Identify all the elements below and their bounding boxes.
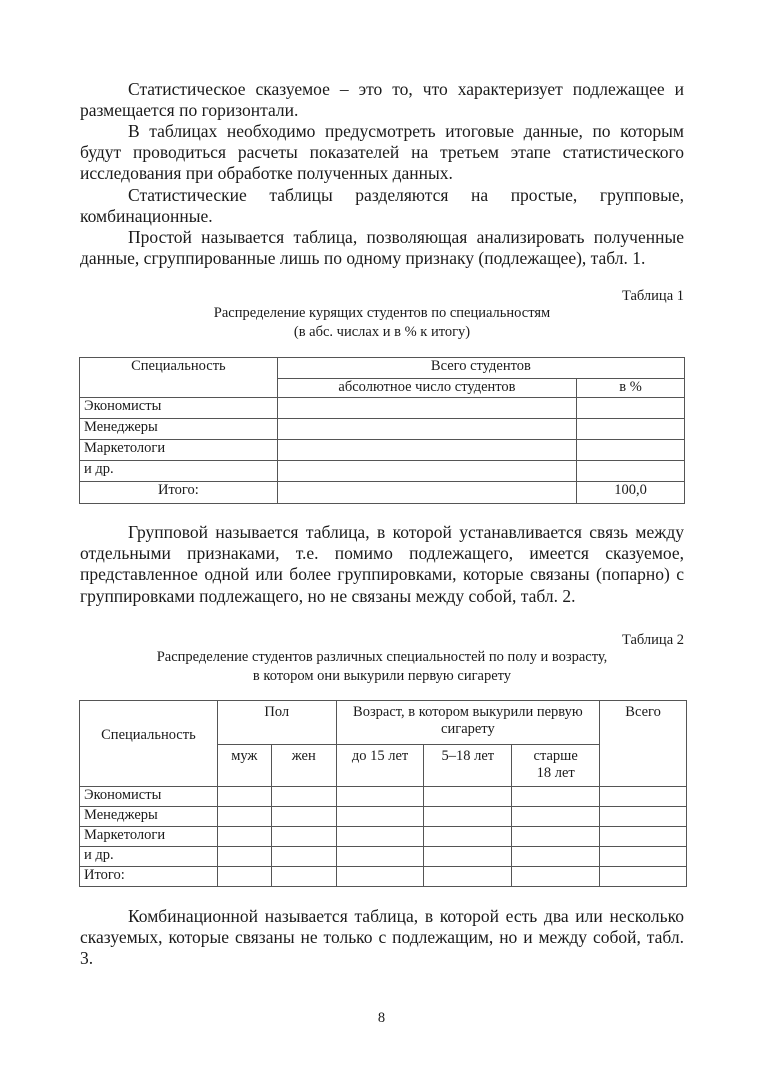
table2-cell: [336, 847, 424, 867]
table2-cell: [512, 827, 600, 847]
table2-cell: [512, 787, 600, 807]
table2-cell: [600, 867, 687, 887]
table1-total-abs: [277, 482, 576, 504]
table2-cell: [217, 847, 271, 867]
table1-title-line2: (в абс. числах и в % к итогу): [293, 323, 471, 340]
table2-header-age-15-18: 5–18 лет: [424, 745, 512, 787]
table2-number: Таблица 2: [621, 632, 684, 648]
table1-header-total-students: Всего студентов: [277, 358, 684, 379]
table1-cell-pct: [577, 398, 685, 419]
table2: [79, 700, 687, 887]
table1-header-absolute: абсолютное число студентов: [277, 379, 576, 398]
table2-header-sex: Пол: [217, 701, 336, 745]
table2-cell: [424, 807, 512, 827]
table2-cell: [600, 787, 687, 807]
table2-row-label: Маркетологи: [80, 827, 218, 847]
table1-cell-abs: [277, 419, 576, 440]
table-row: [80, 787, 687, 807]
table2-cell: [424, 867, 512, 887]
table2-cell: [336, 807, 424, 827]
table-row: [80, 461, 685, 482]
table2-row-label: Экономисты: [80, 787, 218, 807]
table2-cell: [217, 807, 271, 827]
table-row: [80, 827, 687, 847]
table1-cell-pct: [577, 440, 685, 461]
table2-header-specialty: Специальность: [80, 701, 218, 787]
table2-header-male: муж: [217, 745, 271, 787]
paragraph-totals: В таблицах необходимо предусмотреть итоговые данные, по которым будут проводиться расчеты показателей на третьем этапе статистического исследования при обработке полученных данных.: [80, 121, 684, 184]
table2-total-row: [80, 867, 687, 887]
table2-cell: [336, 867, 424, 887]
table-row: [80, 398, 685, 419]
table1-row-label: Экономисты: [80, 398, 278, 419]
table2-cell: [271, 847, 336, 867]
table2-cell: [512, 867, 600, 887]
table-row: [80, 419, 685, 440]
table1-cell-abs: [277, 461, 576, 482]
table2-title-line1: Распределение студентов различных специальностей по полу и возрасту,: [156, 649, 608, 665]
table2-cell: [271, 827, 336, 847]
table2-cell: [217, 867, 271, 887]
table2-cell: [271, 807, 336, 827]
table2-cell: [217, 827, 271, 847]
table1-row-label: и др.: [80, 461, 278, 482]
table1: [79, 357, 685, 504]
table2-cell: [424, 847, 512, 867]
table2-row-label: и др.: [80, 847, 218, 867]
table2-cell: [512, 847, 600, 867]
table1-cell-pct: [577, 419, 685, 440]
table2-title: [79, 648, 685, 685]
table-row: [80, 807, 687, 827]
table2-title-line2: в котором они выкурили первую сигарету: [252, 667, 512, 684]
paragraph-table-types: Статистические таблицы разделяются на простые, групповые, комбинационные.: [80, 185, 684, 227]
page-number: 8: [377, 1010, 386, 1026]
table2-cell: [271, 787, 336, 807]
table2-cell: [600, 827, 687, 847]
table1-header-specialty: Специальность: [80, 358, 278, 398]
table2-row-label: Менеджеры: [80, 807, 218, 827]
table2-cell: [217, 787, 271, 807]
table2-cell: [600, 847, 687, 867]
table1-row-label: Менеджеры: [80, 419, 278, 440]
table2-header-age-under-15: до 15 лет: [336, 745, 424, 787]
table2-header-age-over-18: старше 18 лет: [512, 745, 600, 787]
table-row: [80, 847, 687, 867]
table1-cell-abs: [277, 440, 576, 461]
table2-cell: [424, 827, 512, 847]
paragraph-combination-table: Комбинационной называется таблица, в которой есть два или несколько сказуемых, которые связаны не только с подлежащим, но и между собой, табл. 3.: [80, 906, 684, 969]
table1-cell-pct: [577, 461, 685, 482]
table1-total-pct: 100,0: [577, 482, 685, 504]
paragraph-group-table: Групповой называется таблица, в которой устанавливается связь между отдельными признаками, т.е. помимо подлежащего, имеется сказуемое, представленное одной или более группировками, которые связаны (попарно) с группировками подлежащего, но не связаны между собой, табл. 2.: [80, 522, 684, 606]
table2-cell: [336, 787, 424, 807]
table2-row-label: Итого:: [80, 867, 218, 887]
table1-row-label: Маркетологи: [80, 440, 278, 461]
table1-total-label: Итого:: [80, 482, 278, 504]
table2-cell: [424, 787, 512, 807]
paragraph-predicate: Статистическое сказуемое – это то, что характеризует подлежащее и размещается по горизонтали.: [80, 79, 684, 121]
table2-header-female: жен: [271, 745, 336, 787]
table1-title: [79, 304, 685, 341]
table1-title-line1: Распределение курящих студентов по специальностям: [213, 305, 551, 321]
table1-number: Таблица 1: [621, 288, 684, 304]
table1-header-percent: в %: [577, 379, 685, 398]
table2-cell: [512, 807, 600, 827]
table2-cell: [600, 807, 687, 827]
table2-header-total: Всего: [600, 701, 687, 787]
table2-cell: [336, 827, 424, 847]
table1-total-row: [80, 482, 685, 504]
table-row: [80, 440, 685, 461]
table2-header-age: Возраст, в котором выкурили первую сигарету: [336, 701, 600, 745]
paragraph-simple-table: Простой называется таблица, позволяющая анализировать полученные данные, сгруппированные лишь по одному признаку (подлежащее), табл. 1.: [80, 227, 684, 269]
table1-cell-abs: [277, 398, 576, 419]
table2-cell: [271, 867, 336, 887]
